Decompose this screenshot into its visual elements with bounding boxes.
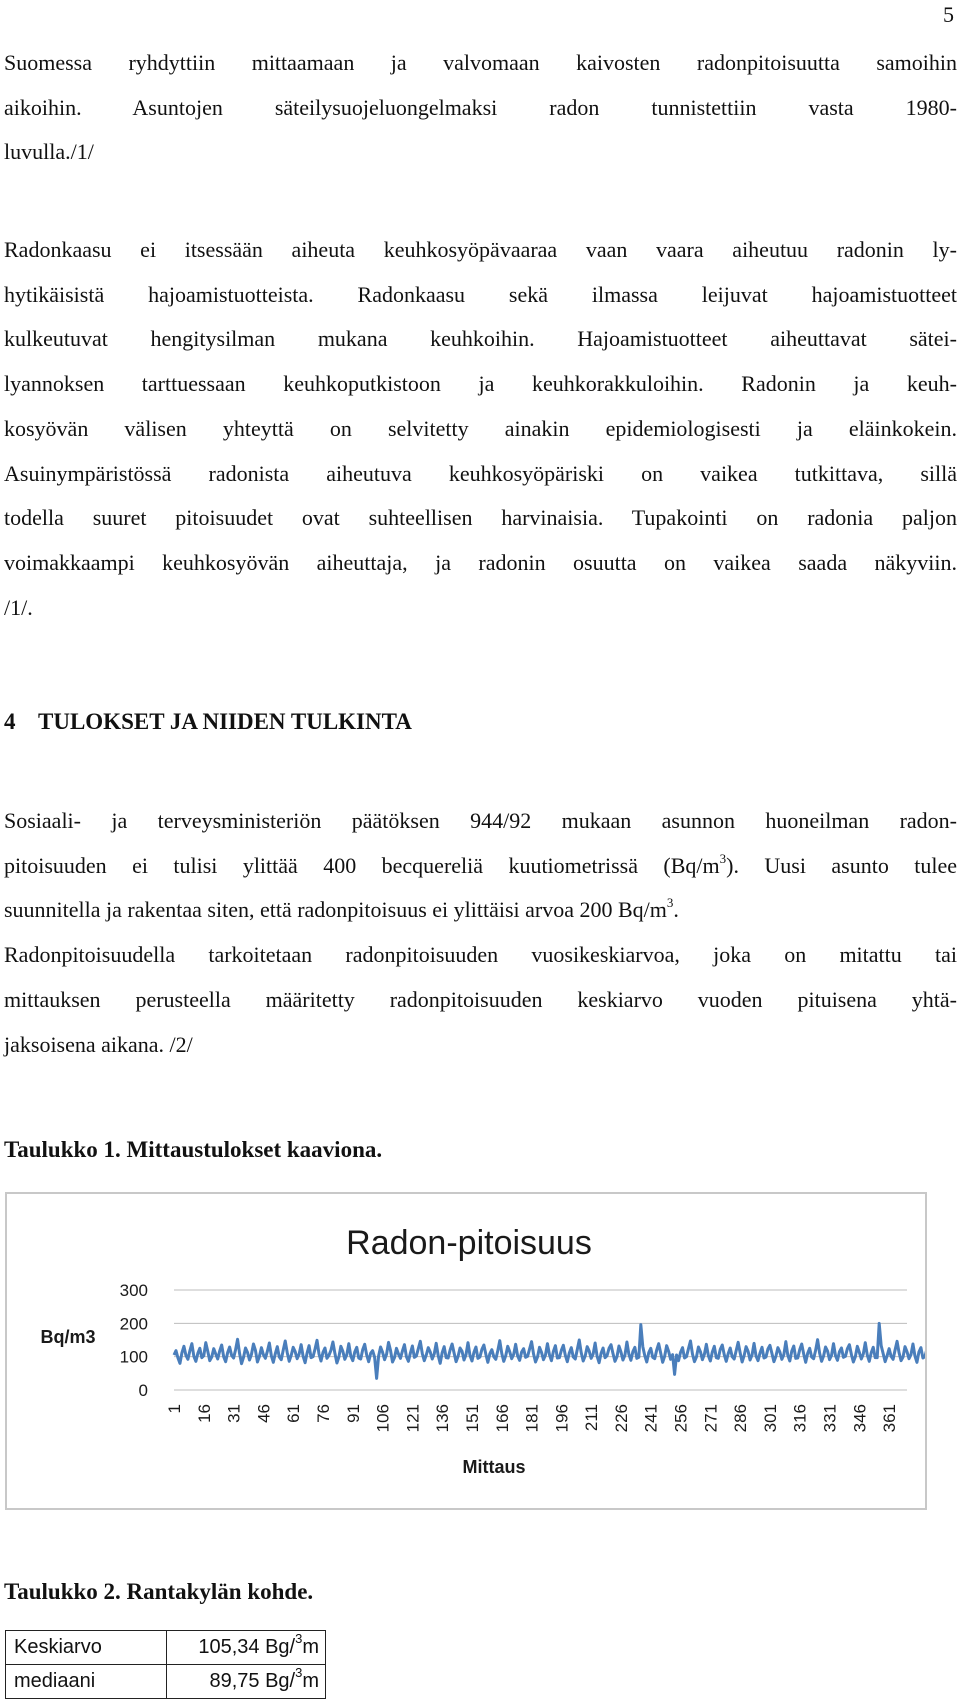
text-line: Asuinympäristössä radonista aiheutuva keuhkosyöpäriski on vaikea tutkittava, sillä <box>4 460 957 486</box>
y-tick-label: 300 <box>119 1281 148 1300</box>
x-tick-label: 301 <box>760 1404 780 1433</box>
x-tick-label: 211 <box>582 1404 602 1432</box>
radon-chart-svg <box>7 1194 925 1508</box>
value-text: 105,34 Bg/ <box>198 1636 296 1658</box>
text-line: todella suuret pitoisuudet ovat suhteellisen harvinaisia. Tupakointi on radonia paljon <box>4 505 957 531</box>
x-tick-label: 106 <box>373 1404 393 1433</box>
text-line <box>4 888 957 933</box>
x-tick-label: 166 <box>492 1404 512 1433</box>
table2-caption: Taulukko 2. Rantakylän kohde. <box>4 1579 314 1604</box>
unit-text: m <box>302 1670 319 1692</box>
y-axis-label: Bq/m3 <box>40 1327 96 1347</box>
cell-value <box>167 1631 326 1665</box>
series-layer <box>174 1323 925 1378</box>
x-tick-label: 181 <box>522 1404 542 1433</box>
paragraph-radon-health <box>4 228 957 630</box>
y-tick-label: 0 <box>138 1381 148 1400</box>
x-tick-label: 61 <box>284 1404 304 1423</box>
y-tick-label: 100 <box>119 1347 148 1367</box>
text-line: mittauksen perusteella määritetty radonpitoisuuden keskiarvo vuoden pituisena yhtä- <box>4 986 957 1012</box>
text-segment: ). Uusi asunto tulee <box>726 852 957 878</box>
text-line: Radonpitoisuudella tarkoitetaan radonpitoisuuden vuosikeskiarvoa, joka on mitattu tai <box>4 942 957 968</box>
table-row <box>6 1665 326 1699</box>
section-heading <box>4 709 412 735</box>
x-tick-label: 346 <box>850 1404 870 1433</box>
cell-value <box>167 1665 326 1699</box>
text-line: voimakkaampi keuhkosyövän aiheuttaja, ja radonin osuutta on vaikea saada näkyviin. <box>4 549 957 575</box>
x-tick-label: 226 <box>611 1404 631 1433</box>
superscript: 3 <box>666 895 674 911</box>
text-line <box>4 844 957 889</box>
x-tick-label: 91 <box>343 1404 363 1423</box>
text-segment: . <box>673 897 679 923</box>
x-tick-label: 31 <box>224 1404 244 1423</box>
text-segment: suunnitella ja rakentaa siten, että radonpitoisuus ei ylittäisi arvoa 200 Bq/m <box>4 897 667 923</box>
x-axis-label: Mittaus <box>462 1457 526 1477</box>
y-tick-label: 200 <box>119 1314 148 1334</box>
chart-title: Radon-pitoisuus <box>346 1224 592 1262</box>
text-line: Sosiaali- ja terveysministeriön päätöksen 944/92 mukaan asunnon huoneilman radon- <box>4 808 957 833</box>
x-tick-label: 76 <box>313 1404 333 1423</box>
unit-text: m <box>302 1636 319 1658</box>
page-number: 5 <box>943 2 954 27</box>
value-text: 89,75 Bg/ <box>209 1670 296 1692</box>
text-line: aikoihin. Asuntojen säteilysuojeluongelmaksi radon tunnistettiin vasta 1980- <box>4 94 957 120</box>
table-row <box>6 1631 326 1665</box>
text-segment: pitoisuuden ei tulisi ylittää 400 becquereliä kuutiometrissä (Bq/m <box>4 852 720 878</box>
x-tick-label: 136 <box>433 1404 453 1433</box>
superscript: 3 <box>719 850 727 866</box>
radon-chart <box>5 1192 927 1510</box>
text-line: jaksoisena aikana. /2/ <box>4 1031 193 1057</box>
x-tick-label: 1 <box>165 1404 184 1414</box>
text-line: Radonkaasu ei itsessään aiheuta keuhkosyöpävaaraa vaan vaara aiheutuu radonin ly- <box>4 237 957 262</box>
x-tick-label: 196 <box>552 1404 572 1433</box>
text-line: /1/. <box>4 594 33 620</box>
section-number: 4 <box>4 709 16 734</box>
x-tick-label: 361 <box>880 1404 900 1433</box>
x-tick-label: 256 <box>671 1404 691 1433</box>
x-tick-label: 331 <box>820 1404 840 1433</box>
x-tick-label: 151 <box>462 1404 482 1433</box>
x-tick-label: 271 <box>701 1404 721 1433</box>
cell-label: mediaani <box>6 1665 167 1699</box>
text-line: luvulla./1/ <box>4 139 94 165</box>
x-tick-label: 286 <box>731 1404 751 1433</box>
paragraph-regulations <box>4 799 957 1067</box>
table1-caption: Taulukko 1. Mittaustulokset kaaviona. <box>4 1137 383 1162</box>
text-line: hytikäisistä hajoamistuotteista. Radonkaasu sekä ilmassa leijuvat hajoamistuotteet <box>4 281 957 307</box>
paragraph-mining-radon <box>4 41 957 175</box>
y-tick-labels <box>120 1281 148 1400</box>
x-tick-label: 46 <box>254 1404 274 1423</box>
summary-table <box>5 1630 326 1699</box>
x-tick-label: 16 <box>194 1404 214 1423</box>
x-tick-label: 241 <box>641 1404 661 1433</box>
x-tick-labels <box>165 1404 899 1432</box>
x-tick-label: 316 <box>790 1404 810 1433</box>
gridlines <box>174 1290 907 1390</box>
text-line: kosyövän välisen yhteyttä on selvitetty ainakin epidemiologisesti ja eläinkokein. <box>4 415 957 441</box>
superscript: 3 <box>295 1631 303 1646</box>
text-line: lyannoksen tarttuessaan keuhkoputkistoon ja keuhkorakkuloihin. Radonin ja keuh- <box>4 371 957 397</box>
section-title: TULOKSET JA NIIDEN TULKINTA <box>38 709 412 734</box>
series-line <box>174 1323 925 1378</box>
superscript: 3 <box>295 1665 303 1680</box>
cell-label: Keskiarvo <box>6 1631 167 1665</box>
text-line: Suomessa ryhdyttiin mittaamaan ja valvomaan kaivosten radonpitoisuutta samoihin <box>4 50 957 75</box>
x-tick-label: 121 <box>403 1404 423 1433</box>
text-line: kulkeutuvat hengitysilman mukana keuhkoihin. Hajoamistuotteet aiheuttavat sätei- <box>4 326 957 352</box>
